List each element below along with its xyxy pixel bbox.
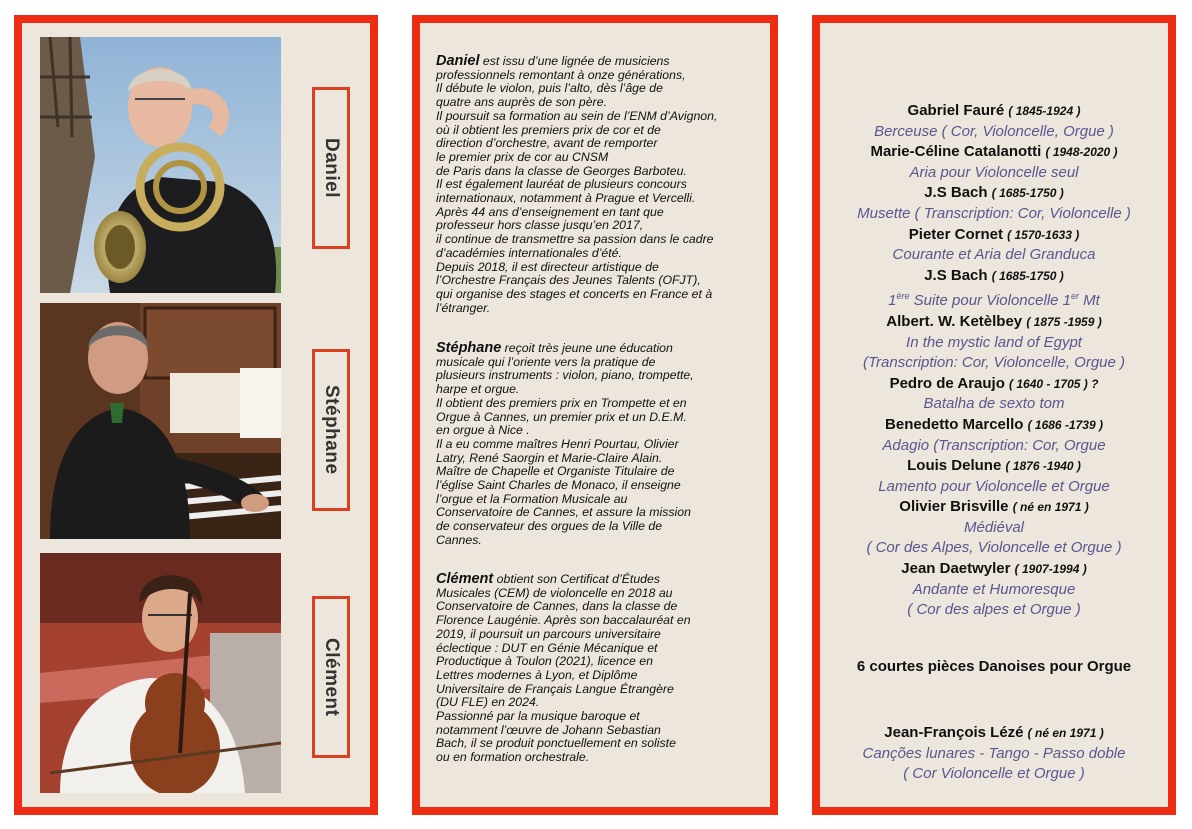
program-panel <box>812 15 1176 815</box>
danish-pieces-title: 6 courtes pièces Danoises pour Orgue <box>856 658 1132 675</box>
work-title: ( Cor des alpes et Orgue ) <box>907 601 1081 619</box>
work-title: Batalha de sexto tom <box>923 395 1065 413</box>
name-label: Daniel <box>321 137 342 199</box>
composer-name: Albert. W. Ketèlbey <box>886 312 1023 330</box>
composer-line <box>820 559 1168 580</box>
composer-name: Jean Daetwyler <box>901 560 1011 578</box>
musicians-photo-panel <box>14 15 378 815</box>
name-tab-daniel <box>312 87 350 249</box>
name-tab-stephane <box>312 349 350 511</box>
bio-name: Stéphane <box>436 340 502 356</box>
bio-stephane <box>436 342 766 548</box>
composer-dates: ( 1948-2020 ) <box>1045 145 1118 160</box>
composer-name: J.S Bach <box>924 266 988 284</box>
work-title: Berceuse ( Cor, Violoncelle, Orgue ) <box>874 122 1114 140</box>
program-list <box>820 101 1168 621</box>
work-title: Canções lunares - Tango - Passo doble <box>862 744 1126 762</box>
composer-name: Benedetto Marcello <box>885 415 1024 433</box>
work-title: Musette ( Transcription: Cor, Violoncelle ) <box>857 204 1131 222</box>
composer-dates: ( 1686 -1739 ) <box>1027 417 1103 432</box>
composer-dates: ( né en 1971 ) <box>1027 726 1104 740</box>
name-tab-clement <box>312 596 350 758</box>
composer-line <box>820 415 1168 436</box>
composer-line <box>820 266 1168 287</box>
composer-dates: ( 1685-1750 ) <box>991 268 1064 283</box>
work-title: Médiéval <box>963 518 1025 536</box>
composer-name: Pieter Cornet <box>908 225 1003 243</box>
biographies-panel <box>412 15 778 815</box>
bio-text: obtient son Certificat d’Études Musicales (CEM) de violoncelle en 2018 au Conservatoire de Cannes, dans la classe de Florence Laugénie. Après son baccalauréat en 2019, il poursuit un parcours universitaire éclectique : DUT en Génie Mécanique et Productique à Toulon (2021), licence en Lettres modernes à Lyon, et Diplôme Universitaire de Français Langue Étrangère (DU FLE) en 2024. Passionné par la musique baroque et notamment l’œuvre de Johann Sebastian Bach, il se produit ponctuellement en soliste ou en formation orchestrale. <box>436 572 691 765</box>
bio-name: Daniel <box>436 53 480 69</box>
composer-line <box>820 101 1168 122</box>
clement-cello-photo <box>40 553 281 793</box>
composer-line <box>820 374 1168 395</box>
composer-line <box>820 225 1168 246</box>
composer-dates: ( 1845-1924 ) <box>1008 104 1081 118</box>
daniel-horn-photo <box>40 37 281 293</box>
final-piece <box>820 723 1168 785</box>
bio-text: reçoit très jeune une éducation musicale qui l’oriente vers la pratique de plusieurs instruments : violon, piano, trompette, harpe et orgue. Il obtient des premiers prix en Trompette et en Orgue à Cannes, un premier prix et un D.E.M. en orgue à Nice . Il a eu comme maîtres Henri Pourtau, Olivier Latry, René Saorgin et Marie-Claire Alain. Maître de Chapelle et Organiste Titulaire de l’église Saint Charles de Monaco, il enseigne l’orgue et la Formation Musicale au Conservatoire de Cannes, et assure la mission de conservateur des orgues de la Ville de Cannes. <box>436 341 694 547</box>
composer-dates: ( 1875 -1959 ) <box>1026 314 1102 329</box>
work-title: 1ère Suite pour Violoncelle 1er Mt <box>888 291 1100 310</box>
composer-name: Marie-Céline Catalanotti <box>870 143 1042 161</box>
bio-clement <box>436 573 766 765</box>
composer-line <box>820 723 1168 744</box>
work-title: Aria pour Violoncelle seul <box>909 163 1079 181</box>
name-label: Stéphane <box>321 385 342 475</box>
composer-name: Louis Delune <box>907 457 1002 475</box>
bio-name: Clément <box>436 571 494 587</box>
composer-line <box>820 312 1168 333</box>
composer-dates: ( 1876 -1940 ) <box>1005 459 1081 474</box>
composer-dates: ( 1570-1633 ) <box>1007 227 1080 242</box>
work-title: ( Cor Violoncelle et Orgue ) <box>903 765 1085 783</box>
name-label: Clément <box>321 637 342 717</box>
composer-dates: ( 1640 - 1705 ) ? <box>1009 376 1099 391</box>
work-title: Andante et Humoresque <box>912 580 1076 598</box>
bio-daniel <box>436 55 766 315</box>
work-title: Courante et Aria del Granduca <box>892 246 1096 264</box>
composer-dates: ( né en 1971 ) <box>1012 500 1089 515</box>
composer-line <box>820 456 1168 477</box>
bio-text: est issu d’une lignée de musiciens professionnels remontant à onze générations, Il débute le violon, puis l’alto, dès l’âge de quatre ans auprès de son père. Il poursuit sa formation au sein de l’ENM d’Avignon, où il obtient les premiers prix de cor et de direction d’orchestre, avant de remporter le premier prix de cor au CNSM de Paris dans la classe de Georges Barboteu. Il est également lauréat de plusieurs concours internationaux, notamment à Prague et Vercelli. Après 44 ans d’enseignement en tant que professeur hors classe jusqu’en 2017, il continue de transmettre sa passion dans le cadre d’académies internationales d’été. Depuis 2018, il est directeur artistique de l’Orchestre Français des Jeunes Talents (OFJT), qui organise des stages et concerts en France et à l’étranger. <box>436 54 718 315</box>
composer-line <box>820 497 1168 518</box>
work-title: Adagio (Transcription: Cor, Orgue <box>882 436 1106 454</box>
composer-name: Pedro de Araujo <box>889 374 1005 392</box>
work-title: ( Cor des Alpes, Violoncelle et Orgue ) <box>866 539 1122 557</box>
composer-line <box>820 142 1168 163</box>
composer-dates: ( 1907-1994 ) <box>1014 562 1087 577</box>
composer-name: J.S Bach <box>924 184 988 202</box>
work-title: In the mystic land of Egypt <box>906 333 1082 351</box>
stephane-organ-photo <box>40 303 281 539</box>
work-title: (Transcription: Cor, Violoncelle, Orgue ) <box>862 354 1126 372</box>
composer-line <box>820 183 1168 204</box>
composer-name: Olivier Brisville <box>899 498 1009 516</box>
composer-dates: ( 1685-1750 ) <box>991 186 1064 201</box>
work-title: Lamento pour Violoncelle et Orgue <box>878 477 1110 495</box>
composer-name: Gabriel Fauré <box>907 102 1005 119</box>
composer-name: Jean-François Lézé <box>884 724 1024 741</box>
